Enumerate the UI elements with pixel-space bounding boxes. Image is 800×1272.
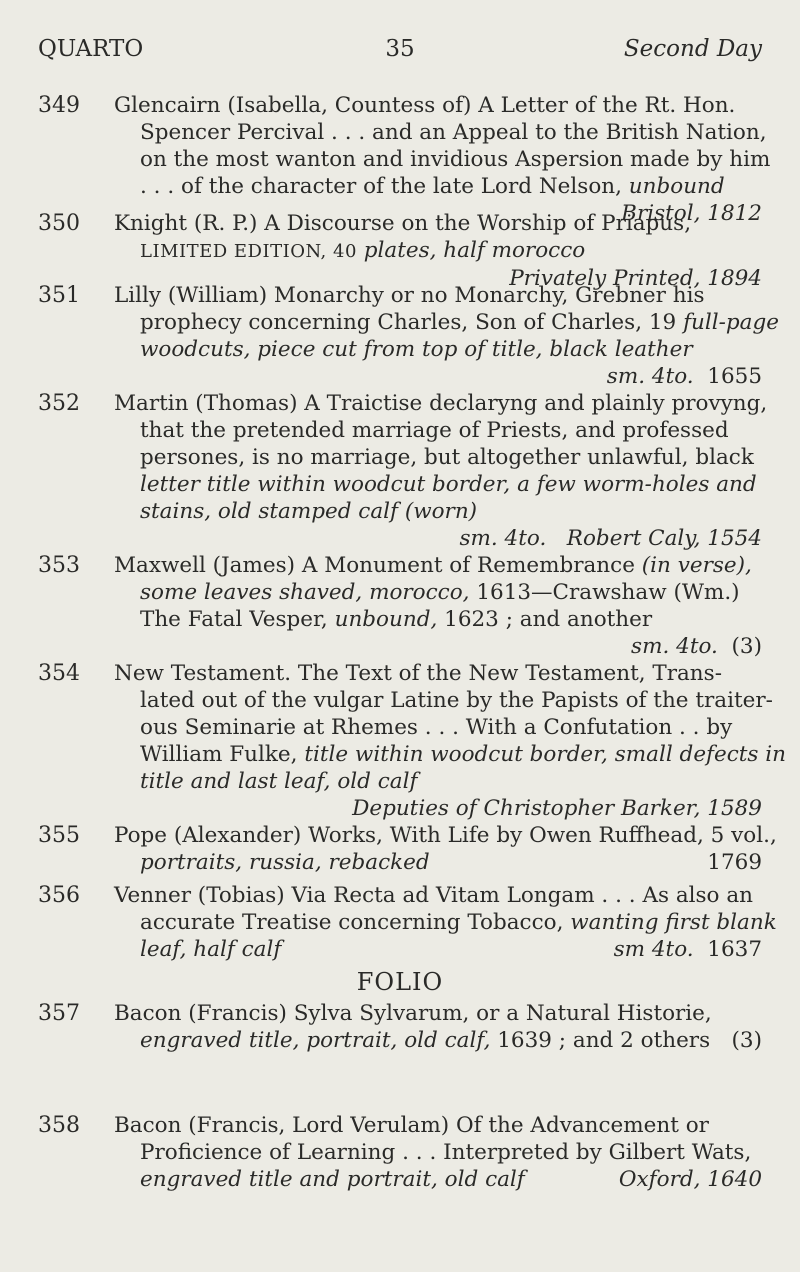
lot-number: 354 (38, 661, 80, 686)
lot-description: Venner (Tobias) Via Recta ad Vitam Longam . . . As also an accurate Treatise concerning Tobacco, wanting first blank leaf, half calf sm 4to. 1637 (114, 883, 777, 962)
lot-description: Maxwell (James) A Monument of Remembrance (in verse), some leaves shaved, morocco, 1613—Crawshaw (Wm.) The Fatal Vesper, unbound, 1623 ; and another sm. 4to. (3) (114, 553, 762, 659)
imprint: Deputies of Christopher Barker, 1589 (352, 796, 762, 821)
lot-number: 349 (38, 93, 80, 118)
lot-description: Martin (Thomas) A Traictise declaryng and plainly provyng, that the pretended marriage of Priests, and professed persones, is no marriage, but altogether unlawful, black letter title within woodcut border, a few worm-holes and stains, old stamped calf (worn) sm. 4to. Robert Caly, 1554 (114, 391, 768, 551)
lot-number: 351 (38, 283, 80, 308)
lot-number: 355 (38, 823, 80, 848)
lot-number: 358 (38, 1113, 80, 1138)
lot-number: 352 (38, 391, 80, 416)
lot-entry (38, 282, 779, 390)
lot-entry (38, 882, 777, 963)
imprint: Bristol, 1812 (621, 201, 762, 226)
imprint: sm. 4to. Robert Caly, 1554 (459, 526, 762, 551)
lot-description: Bacon (Francis, Lord Verulam) Of the Advancement or Proficience of Learning . . . Interpreted by Gilbert Wats, engraved title and portrait, old calf Oxford, 1640 (114, 1113, 762, 1192)
lot-entry (38, 1000, 762, 1054)
page-header (38, 36, 762, 62)
lot-description: Glencairn (Isabella, Countess of) A Letter of the Rt. Hon. Spencer Percival . . . and an Appeal to the British Nation, on the most wanton and invidious Aspersion made by him . . . of the character of the late Lord Nelson, unbound Bristol, 1812 (114, 93, 771, 226)
lot-number: 350 (38, 211, 80, 236)
lot-entry (38, 552, 762, 660)
lot-entry (38, 822, 777, 876)
lot-description: Bacon (Francis) Sylva Sylvarum, or a Natural Historie, engraved title, portrait, old calf, 1639 ; and 2 others (3) (114, 1001, 762, 1053)
lot-description: Pope (Alexander) Works, With Life by Owen Ruffhead, 5 vol., portraits, russia, rebacked 1769 (114, 823, 777, 875)
lot-number: 356 (38, 883, 80, 908)
lot-entry (38, 390, 768, 552)
lot-entry (38, 92, 771, 227)
imprint: Privately Printed, 1894 (509, 266, 762, 291)
page-number: 35 (385, 36, 415, 62)
header-day: Second Day (623, 36, 762, 62)
imprint: sm. 4to. 1655 (606, 364, 762, 389)
header-format: QUARTO (38, 36, 144, 62)
lot-entry (38, 1112, 762, 1193)
lot-entry (38, 660, 786, 822)
lot-entry (38, 210, 762, 292)
section-heading: FOLIO (356, 968, 444, 996)
lot-number: 353 (38, 553, 80, 578)
lot-number: 357 (38, 1001, 80, 1026)
imprint: sm. 4to. (3) (631, 634, 762, 659)
lot-description: New Testament. The Text of the New Testament, Trans- lated out of the vulgar Latine by the Papists of the traiter- ous Seminarie at Rhemes . . . With a Confutation . . by William Fulke, title within woodcut border, small defects in title and last leaf, old calf Deputies of Christopher Barker, 1589 (114, 661, 786, 821)
lot-description: Lilly (William) Monarchy or no Monarchy, Grebner his prophecy concerning Charles, Son of Charles, 19 full-page woodcuts, piece cut from top of title, black leather sm. 4to. 1655 (114, 283, 779, 389)
lot-description: Knight (R. P.) A Discourse on the Worship of Priapus, LIMITED EDITION, 40 plates, half morocco Privately Printed, 1894 (114, 211, 762, 291)
